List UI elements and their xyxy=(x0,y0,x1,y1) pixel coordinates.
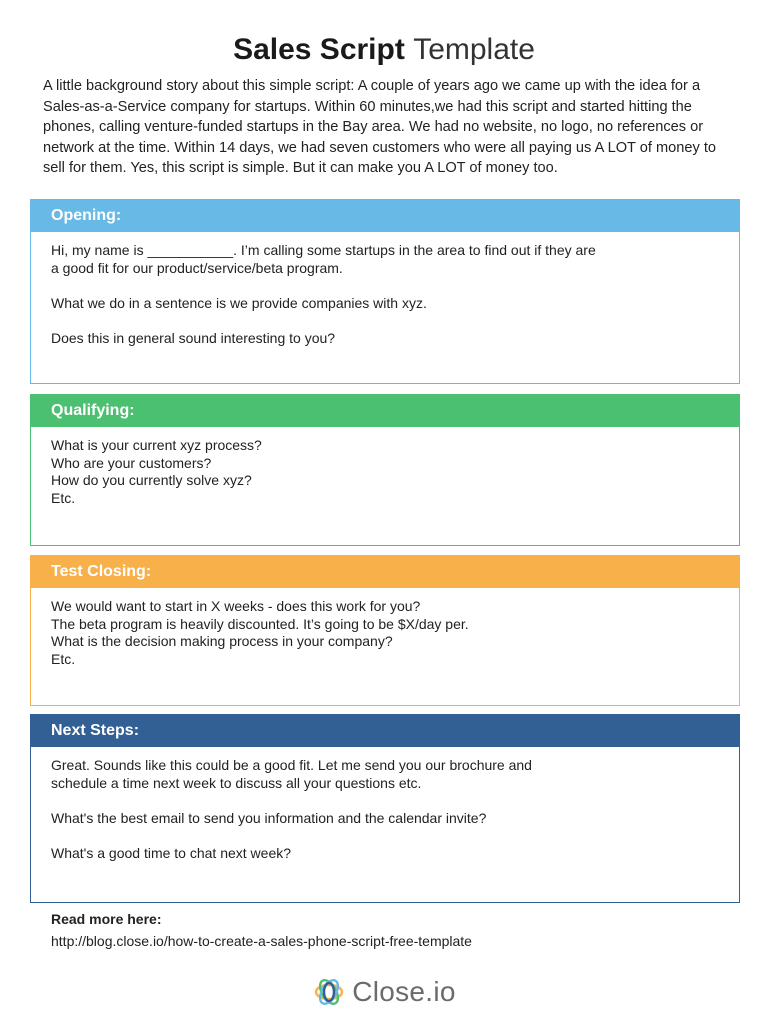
qualifying-body xyxy=(31,427,739,507)
read-more-label: Read more here: xyxy=(51,911,162,927)
opening-paragraph: Hi, my name is ___________. I’m calling some startups in the area to find out if they are a good fit for our product/service/beta program. xyxy=(51,242,596,276)
qualifying-section xyxy=(30,394,740,546)
logo-text: Close.io xyxy=(352,976,456,1007)
test-closing-paragraph: We would want to start in X weeks - does this work for you? The beta program is heavily discounted. It’s going to be $X/day per. What is the decision making process in your company? Etc. xyxy=(51,598,469,667)
footer-logo xyxy=(0,975,768,1009)
opening-paragraph: Does this in general sound interesting to you? xyxy=(51,329,336,346)
title-light: Template xyxy=(413,33,535,66)
next-steps-body xyxy=(31,747,739,862)
next-steps-section xyxy=(30,714,740,903)
opening-section xyxy=(30,199,740,384)
close-io-logo-icon xyxy=(312,975,346,1009)
next-steps-paragraph: What's a good time to chat next week? xyxy=(51,844,292,861)
test-closing-heading: Test Closing: xyxy=(31,556,739,588)
test-closing-body xyxy=(31,588,739,668)
opening-body xyxy=(31,232,739,347)
page-title xyxy=(0,0,768,70)
read-more-link[interactable]: http://blog.close.io/how-to-create-a-sales-phone-script-free-template xyxy=(51,933,472,949)
next-steps-paragraph: Great. Sounds like this could be a good fit. Let me send you our brochure and schedule a time next week to discuss all your questions etc. xyxy=(51,757,532,791)
qualifying-paragraph: What is your current xyz process? Who are your customers? How do you currently solve xyz? Etc. xyxy=(51,437,262,506)
qualifying-heading: Qualifying: xyxy=(31,395,739,427)
next-steps-paragraph: What's the best email to send you information and the calendar invite? xyxy=(51,809,487,826)
opening-heading: Opening: xyxy=(31,200,739,232)
opening-paragraph: What we do in a sentence is we provide companies with xyz. xyxy=(51,294,427,311)
next-steps-heading: Next Steps: xyxy=(31,715,739,747)
intro-paragraph: A little background story about this simple script: A couple of years ago we came up with the idea for a Sales-as-a-Service company for startups. Within 60 minutes,we had this script and started hitting the phones, calling venture-funded startups in the Bay area. We had no website, no logo, no references or network at the time. Within 14 days, we had seven customers who were all paying us A LOT of money to sell for them. Yes, this script is simple. But it can make you A LOT of money too. xyxy=(43,78,717,176)
title-bold: Sales Script xyxy=(233,33,405,66)
read-more-block xyxy=(51,909,472,953)
test-closing-section xyxy=(30,555,740,706)
